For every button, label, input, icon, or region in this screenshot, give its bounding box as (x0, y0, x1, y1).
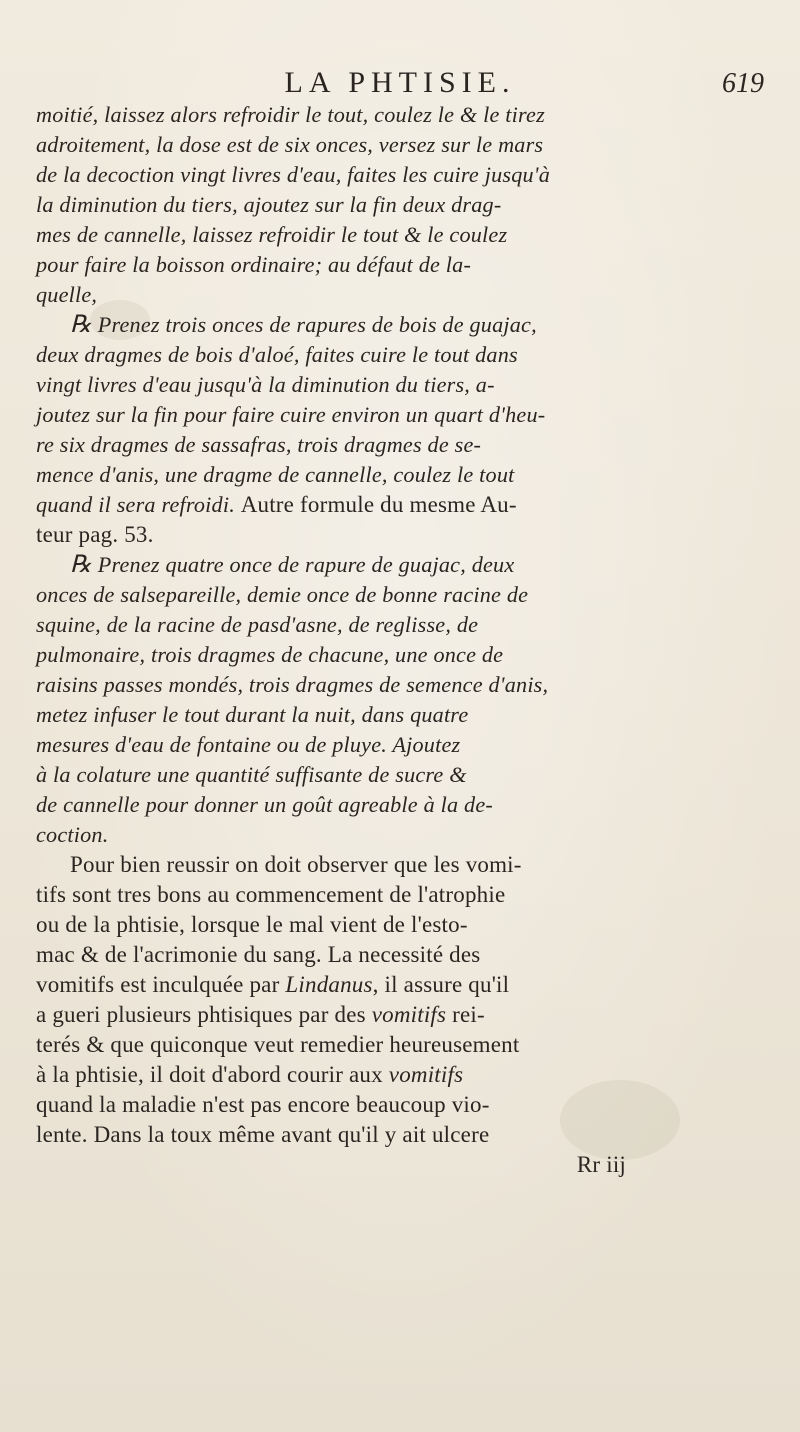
text-span: a gueri plusieurs phtisiques par des (36, 1002, 366, 1027)
text-line: metez infuser le tout durant la nuit, dans quatre (36, 702, 469, 727)
text-line (36, 490, 766, 520)
text-line: ou de la phtisie, lorsque le mal vient de l'esto- (36, 912, 468, 937)
text-span: quand il sera refroidi. (36, 492, 235, 517)
text-line: quelle, (36, 282, 98, 307)
text-line: squine, de la racine de pasd'asne, de reglisse, de (36, 612, 479, 637)
text-span: Prenez quatre once de rapure de guajac, deux (97, 552, 515, 577)
text-line: pour faire la boisson ordinaire; au défaut de la- (36, 252, 472, 277)
text-line: moitié, laissez alors refroidir le tout, coulez le & le tirez (36, 102, 545, 127)
text-line (36, 730, 766, 760)
text-line: onces de salsepareille, demie once de bonne racine de (36, 582, 529, 607)
text-line: quand la maladie n'est pas encore beaucoup vio- (36, 1092, 490, 1117)
text-span: Prenez trois onces de rapures de bois de guajac, (97, 312, 537, 337)
recipe-line (36, 550, 766, 580)
text-line: terés & que quiconque veut remedier heureusement (36, 1032, 520, 1057)
recipe-symbol: ℞ (70, 552, 92, 578)
text-span: vomitifs est inculquée par (36, 972, 280, 997)
text-span: , il assure qu'il (372, 972, 510, 997)
text-line: pulmonaire, trois dragmes de chacune, une once de (36, 642, 504, 667)
text-line (36, 1000, 766, 1030)
text-line: mac & de l'acrimonie du sang. La necessité des (36, 942, 481, 967)
text-span: Autre formule du mesme Au- (240, 492, 517, 517)
text-line (36, 970, 766, 1000)
text-span: vomitifs (388, 1062, 464, 1087)
text-line: adroitement, la dose est de six onces, versez sur le mars (36, 132, 544, 157)
text-line: tifs sont tres bons au commencement de l'atrophie (36, 882, 506, 907)
text-span: vomitifs (371, 1002, 447, 1027)
text-line: à la colature une quantité suffisante de sucre & (36, 762, 467, 787)
text-line: mes de cannelle, laissez refroidir le tout & le coulez (36, 222, 508, 247)
text-line: raisins passes mondés, trois dragmes de semence d'anis, (36, 672, 549, 697)
text-span: mesures d'eau de fontaine ou de pluye. (36, 732, 388, 757)
text-line: mence d'anis, une dragme de cannelle, coulez le tout (36, 462, 515, 487)
signature-mark: Rr iij (576, 1152, 626, 1177)
text-line: joutez sur la fin pour faire cuire environ un quart d'heu- (36, 402, 546, 427)
text-span: Ajoutez (392, 732, 461, 757)
text-line: vingt livres d'eau jusqu'à la diminution du tiers, a- (36, 372, 495, 397)
text-line (36, 1060, 766, 1090)
text-line: coction. (36, 822, 109, 847)
text-line: deux dragmes de bois d'aloé, faites cuire le tout dans (36, 342, 518, 367)
text-line: lente. Dans la toux même avant qu'il y ait ulcere (36, 1122, 490, 1147)
text-line: de la decoction vingt livres d'eau, faites les cuire jusqu'à (36, 162, 551, 187)
text-span: rei- (452, 1002, 485, 1027)
text-line: re six dragmes de sassafras, trois dragmes de se- (36, 432, 482, 457)
text-span: Lindanus (285, 972, 373, 997)
text-span: à la phtisie, il doit d'abord courir aux (36, 1062, 383, 1087)
page-number: 619 (722, 68, 764, 99)
text-line: la diminution du tiers, ajoutez sur la fin deux drag- (36, 192, 502, 217)
running-title: LA PHTISIE. (284, 66, 516, 99)
text-line: teur pag. 53. (36, 522, 154, 547)
recipe-line (36, 310, 766, 340)
text-line: Pour bien reussir on doit observer que les vomi- (70, 852, 522, 877)
recipe-symbol: ℞ (70, 312, 92, 338)
text-line: de cannelle pour donner un goût agreable à la de- (36, 792, 493, 817)
page-body (36, 100, 766, 1180)
